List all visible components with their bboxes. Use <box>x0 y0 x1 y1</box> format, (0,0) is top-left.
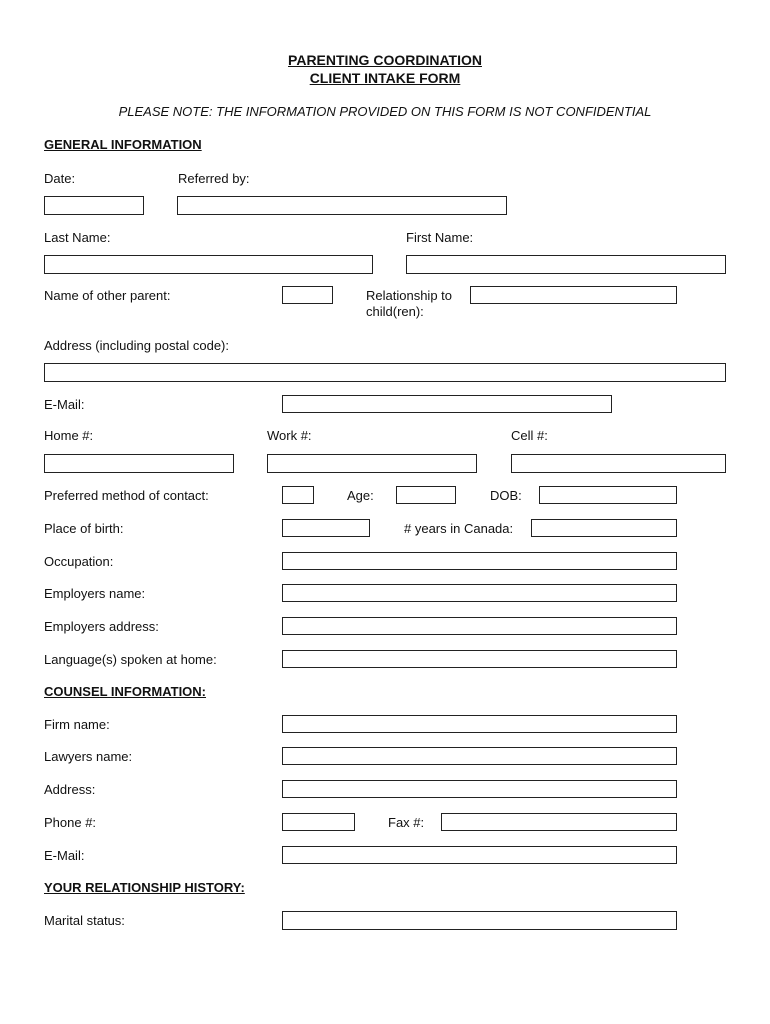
place-of-birth-label: Place of birth: <box>44 521 124 536</box>
address-label: Address (including postal code): <box>44 338 229 353</box>
section-counsel-information: COUNSEL INFORMATION: <box>44 684 207 699</box>
years-in-canada-label: # years in Canada: <box>404 521 514 536</box>
form-title-line1: PARENTING COORDINATION <box>288 52 482 68</box>
occupation-field[interactable] <box>282 552 677 570</box>
age-field[interactable] <box>396 486 456 504</box>
place-of-birth-field[interactable] <box>282 519 370 537</box>
counsel-address-label: Address: <box>44 782 96 797</box>
dob-field[interactable] <box>539 486 677 504</box>
home-phone-label: Home #: <box>44 428 94 443</box>
preferred-contact-label: Preferred method of contact: <box>44 488 209 503</box>
age-label: Age: <box>347 488 374 503</box>
first-name-label: First Name: <box>406 230 474 245</box>
address-field[interactable] <box>44 363 726 382</box>
occupation-label: Occupation: <box>44 554 114 569</box>
counsel-email-field[interactable] <box>282 846 677 864</box>
lawyers-name-field[interactable] <box>282 747 677 765</box>
relationship-label-line1: Relationship to <box>366 288 452 303</box>
employers-name-label: Employers name: <box>44 586 146 601</box>
relationship-field[interactable] <box>470 286 677 304</box>
first-name-field[interactable] <box>406 255 726 274</box>
home-phone-field[interactable] <box>44 454 234 473</box>
email-label: E-Mail: <box>44 397 85 412</box>
employers-address-field[interactable] <box>282 617 677 635</box>
phone-field[interactable] <box>282 813 355 831</box>
email-field[interactable] <box>282 395 612 413</box>
fax-label: Fax #: <box>388 815 425 830</box>
languages-field[interactable] <box>282 650 677 668</box>
date-field[interactable] <box>44 196 144 215</box>
referred-by-field[interactable] <box>177 196 507 215</box>
last-name-label: Last Name: <box>44 230 111 245</box>
phone-label: Phone #: <box>44 815 97 830</box>
work-phone-field[interactable] <box>267 454 477 473</box>
languages-label: Language(s) spoken at home: <box>44 652 217 667</box>
employers-name-field[interactable] <box>282 584 677 602</box>
marital-status-label: Marital status: <box>44 913 125 928</box>
marital-status-field[interactable] <box>282 911 677 930</box>
other-parent-label: Name of other parent: <box>44 288 171 303</box>
confidentiality-note: PLEASE NOTE: THE INFORMATION PROVIDED ON THIS FORM IS NOT CONFIDENTIAL <box>118 104 652 119</box>
counsel-email-label: E-Mail: <box>44 848 85 863</box>
firm-name-field[interactable] <box>282 715 677 733</box>
firm-name-label: Firm name: <box>44 717 110 732</box>
years-in-canada-field[interactable] <box>531 519 677 537</box>
relationship-label-line2: child(ren): <box>366 304 424 319</box>
form-title-line2: CLIENT INTAKE FORM <box>309 70 461 86</box>
section-general-information: GENERAL INFORMATION <box>44 137 202 152</box>
lawyers-name-label: Lawyers name: <box>44 749 133 764</box>
date-label: Date: <box>44 171 76 186</box>
cell-phone-label: Cell #: <box>511 428 548 443</box>
last-name-field[interactable] <box>44 255 373 274</box>
employers-address-label: Employers address: <box>44 619 159 634</box>
counsel-address-field[interactable] <box>282 780 677 798</box>
preferred-contact-field[interactable] <box>282 486 314 504</box>
other-parent-field[interactable] <box>282 286 333 304</box>
fax-field[interactable] <box>441 813 677 831</box>
dob-label: DOB: <box>490 488 522 503</box>
referred-by-label: Referred by: <box>178 171 250 186</box>
cell-phone-field[interactable] <box>511 454 726 473</box>
section-relationship-history: YOUR RELATIONSHIP HISTORY: <box>44 880 245 895</box>
work-phone-label: Work #: <box>267 428 312 443</box>
